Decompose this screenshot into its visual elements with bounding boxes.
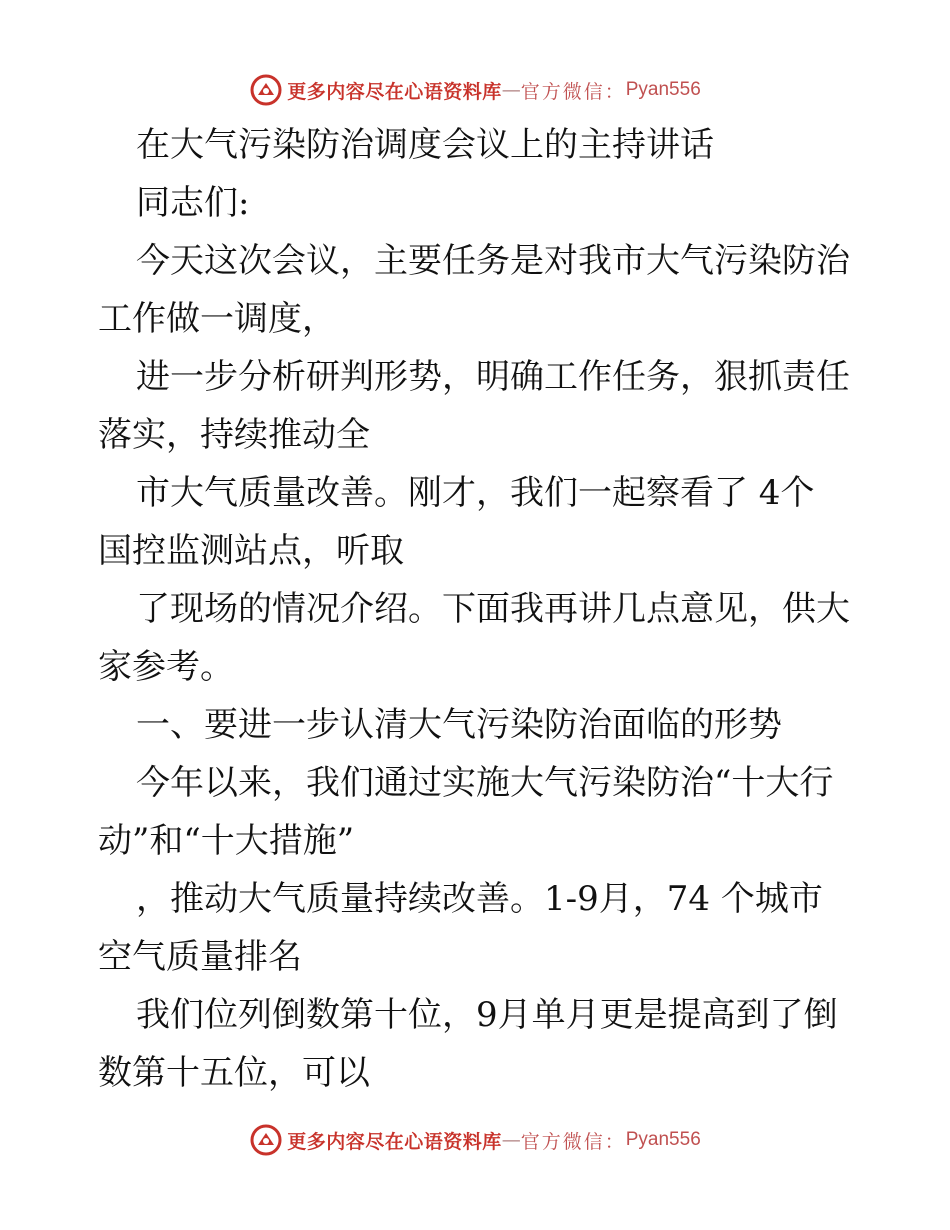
salutation: 同志们: [136,183,250,223]
paragraph-line: ，推动大气质量持续改善。1-9月，74 个城市 [136,879,823,919]
section-heading: 一、要进一步认清大气污染防治面临的形势 [136,705,782,745]
paragraph-line: 市大气质量改善。刚才，我们一起察看了 4个 [136,473,815,513]
seal-logo-icon [249,1123,283,1157]
paragraph-line: 动”和“十大措施” [98,821,355,861]
banner-dash: — [501,79,521,101]
paragraph-line: 家参考。 [98,647,234,687]
paragraph-line: 空气质量排名 [98,937,302,977]
document-body [98,116,858,1102]
banner-wechat-label: 官方微信： [520,80,626,103]
banner-wechat-id: Pyan556 [625,79,701,100]
banner-brand-text: 更多内容尽在心语资料库 [287,80,502,103]
paragraph-line: 了现场的情况介绍。下面我再讲几点意见，供大 [136,589,850,629]
paragraph-line: 数第十五位，可以 [98,1053,370,1093]
paragraph-line: 今天这次会议，主要任务是对我市大气污染防治 [136,241,850,281]
paragraph-line: 进一步分析研判形势，明确工作任务，狠抓责任 [136,357,850,397]
banner-wechat-label: 官方微信： [520,1130,626,1153]
seal-logo-icon [249,73,283,107]
banner-dash: — [501,1129,521,1151]
banner-brand-text: 更多内容尽在心语资料库 [287,1130,502,1153]
paragraph-line: 今年以来，我们通过实施大气污染防治“十大行 [136,763,834,803]
paragraph-line: 落实，持续推动全 [98,415,370,455]
header-banner [0,70,950,110]
paragraph-line: 工作做一调度， [98,299,336,339]
paragraph-line: 我们位列倒数第十位，9月单月更是提高到了倒 [136,995,838,1035]
banner-wechat-id: Pyan556 [625,1129,701,1150]
document-title: 在大气污染防治调度会议上的主持讲话 [136,125,714,165]
paragraph-line: 国控监测站点，听取 [98,531,404,571]
footer-banner [0,1120,950,1160]
